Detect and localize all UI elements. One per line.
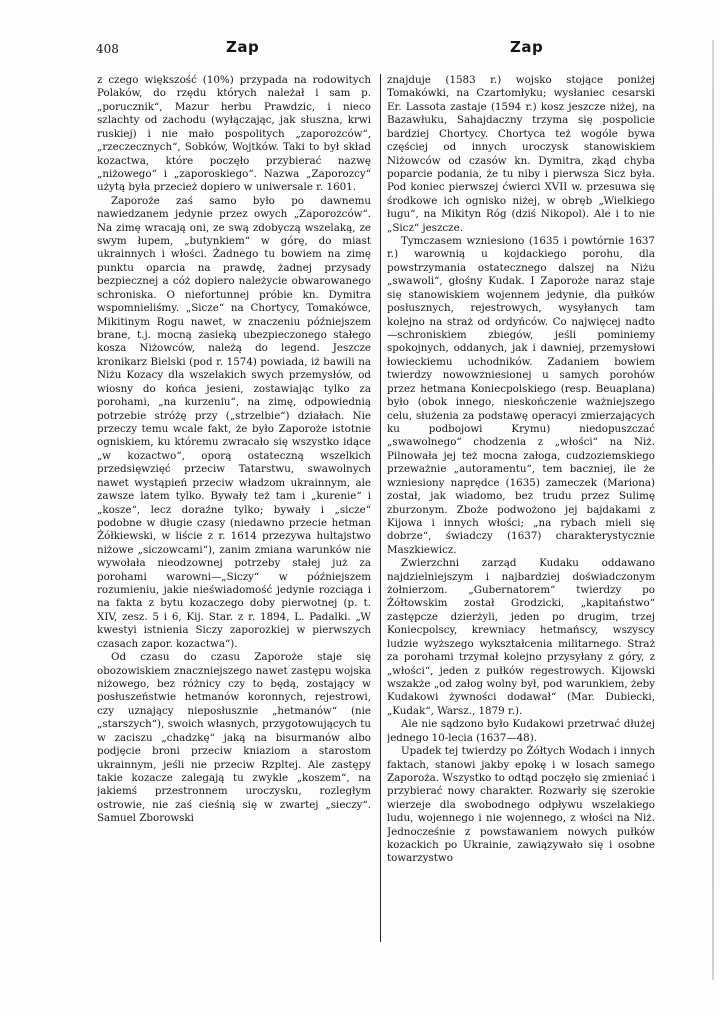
left-column xyxy=(97,74,371,944)
right-column xyxy=(387,74,655,944)
paragraph: Tymczasem wzniesiono (1635 i powtórnie 1637 r.) warownią u kojdackiego porohu, dla powstrzymania ostatecznego dalszej na Niżu „swawoli“, głośny Kudak. I Zaporoże naraz staje się stanowiskiem wojennem jedynie, dla pułków posłusznych, rejestrowych, wysyłanych tam kolejno na straż od ordyńców. Co najwięcej nadto—schroniskiem zbiegów, jeśli pominiemy spokojnych, oddanych, jak i dawniej, przemysłowi łowieckiemu uchodników. Zadaniem bowiem twierdzy nowowzniesionej u samych porohów przez hetmana Koniecpolskiego (resp. Beuaplana) było (obok innego, nieskończenie ważniejszego celu, służenia za podstawę operacyi zmierzających ku podbojowi Krymu) niedopuszczać „swawolnego“ chodzenia z „włości“ na Niż. Pilnowała jej też mocna załoga, cudzoziemskiego przeważnie „autoramentu“, tem baczniej, ile że wzniesiony naprędce (1635) zameczek (Mariona) został, jak wiadomo, bez trudu przez Sulimę zburzonym. Zboże podwożono jej bajdakami z Kijowa i innych włości; „na rybach mieli się dobrze“, świadczy (1637) charakterystycznie Maszkiewicz. xyxy=(387,235,655,556)
paragraph: Ale nie sądzono było Kudakowi przetrwać dłużej jednego 10-lecia (1637—48). xyxy=(387,718,655,744)
paragraph: Upadek tej twierdzy po Żółtych Wodach i innych faktach, stanowi jakby epokę i w losach samego Zaporoża. Wszystko to odtąd poczęło się zmieniać i przybierać nowy charakter. Rozwarły się szerokie wierzeje dla swobodnego odpływu wszelakiego ludu, wojennego i nie wojennego, z włości na Niż. Jednocześnie z powstawaniem nowych pułków kozackich po Ukrainie, zawiązywało się i osobne towarzystwo xyxy=(387,745,655,865)
column-divider xyxy=(380,74,381,942)
header-word-left: Zap xyxy=(226,38,260,56)
paragraph: Zaporoże zaś samo było po dawnemu nawiedzanem jedynie przez owych „Zaporozców“. Na zimę wracają oni, ze swą zdobyczą wszelaką, ze swym łupem, „butynkiem“ w górę, do miast ukrainnych i włości. Żadnego tu bowiem na zimę punktu oparcia na prawdę, żadnej przysady bezpiecznej a cóż dopiero należycie obwarowanego schroniska. O niefortunnej próbie kn. Dymitra wspomnieliśmy. „Sicze“ na Chortycy, Tomakówce, Mikitinym Rogu nawet, w znaczeniu późniejszem brane, t.j. mocną zasieką ubezpieczonego stałego kosza Niżowców, należą do legend. Jeszcze kronikarz Bielski (pod r. 1574) powiada, iż bawili na Niżu Kozacy dla wszelakich swych przemysłów, od wiosny do końca jesieni, zostawiając tylko za porohami, „na kurzeniu“, na zimę, odpowiednią potrzebie stróżę przy („strzelbie“) działach. Nie przeczy temu wcale fakt, że było Zaporoże istotnie ogniskiem, ku któremu zwracało się wszystko idące „w kozactwo“, oporą ostateczną wszelkich przedsięwzięć przeciw Tatarstwu, swawolnych nawet wystąpień przeciw władzom ukrainnym, ale zawsze latem tylko. Bywały też tam i „kurenie“ i „kosze“, lecz doraźne tylko; bywały i „sicze“ podobne w długie czasy (niedawno przecie hetman Żółkiewski, w liście z r. 1614 przezywa hultajstwo niżowe „siczowcami“), zanim zmiana warunków nie wywołała nieodzownej potrzeby stałej już za porohami warowni—„Siczy“ w późniejszem rozumieniu, jakie nieświadomość jedynie rozciąga i na fakta z bytu kozaczego doby pierwotnej (p. t. XIV, zesz. 5 i 6, Kij. Star. z r. 1894, L. Padalki. „W kwestyi istnienia Siczy zaporozkiej w pierwszych czasach zapor. kozactwa“). xyxy=(97,194,371,650)
paragraph: Zwierzchni zarząd Kudaku oddawano najdzielniejszym i najbardziej doświadczonym żołnierzom. „Gubernatorem“ twierdzy po Żółtowskim został Grodzicki, „kapitaństwo“ zastępcze dzierżyli, jeden po drugim, trzej Koniecpolscy, krewniacy hetmańscy, wszyscy ludzie wyższego wykształcenia militarnego. Straż za porohami trzymał kolejno przysyłany z góry, z „włości“, jeden z pułków regestrowych. Kijowski wszakże „od załog wolny był, pod warunkiem, żeby Kudakowi żywności dodawał“ (Mar. Dubiecki, „Kudak“, Warsz., 1879 r.). xyxy=(387,557,655,717)
paragraph: Od czasu do czasu Zaporoże staje się obozowiskiem znaczniejszego nawet zastępu wojska niżowego, bez różnicy czy to będą, zostający w posłuszeństwie hetmanów koronnych, rejestrowi, czy uznający nieposłusznie „hetmanów“ (nie „starszych“), swoich własnych, przygotowujących tu w zaciszu „chadzkę“ jaką na bisurmanów albo podjęcie broni przeciw kniaziom a starostom ukrainnym, jeśli nie przeciw Rzpltej. Ale zastępy takie kozacze zalegają tu zwykle „koszem“, na jakiemś przestronnem uroczysku, rozległym ostrowie, nie zaś cieśnią się w zwartej „sieczy“. Samuel Zborowski xyxy=(97,651,371,825)
page-number: 408 xyxy=(96,42,119,56)
paragraph: znajduje (1583 r.) wojsko stojące poniżej Tomakówki, na Czartomłyku; wysłaniec cesarski Er. Lassota zastaje (1594 r.) kosz jeszcze niżej, na Bazawłuku, Sahajdaczny trzyma się pospolicie bardziej Chortycy. Chortyca też wogóle bywa częściej od innych uroczysk stanowiskiem Niżowców od czasów kn. Dymitra, zkąd chyba poparcie podania, że tu niby i pierwsza Sicz była. Pod koniec pierwszej ćwierci XVII w. przesuwa się środkowe ich ognisko niżej, w obręb „Wielkiego ługu“, na Mikityn Róg (dziś Nikopol). Ale i to nie „Sicz“ jeszcze. xyxy=(387,74,655,234)
running-header xyxy=(96,36,656,58)
header-word-right: Zap xyxy=(510,38,544,56)
scan-edge-shadow xyxy=(712,40,714,980)
paragraph: z czego większość (10%) przypada na rodowitych Polaków, do rzędu których należał i sam p. „porucznik“, Mazur herbu Prawdzic, i nieco szlachty od zachodu (wyłączając, jak słuszna, krwi ruskiej) i nie mało pospolitych „zaporozców“, „rzeczecznych“, Sobków, Wojtków. Taki to był skład kozactwa, które poczęło przybierać nazwę „niżowego“ i „zaporoskiego“. Nazwa „Zaporozcy“ użytą była przecież dopiero w uniwersale r. 1601. xyxy=(97,74,371,194)
